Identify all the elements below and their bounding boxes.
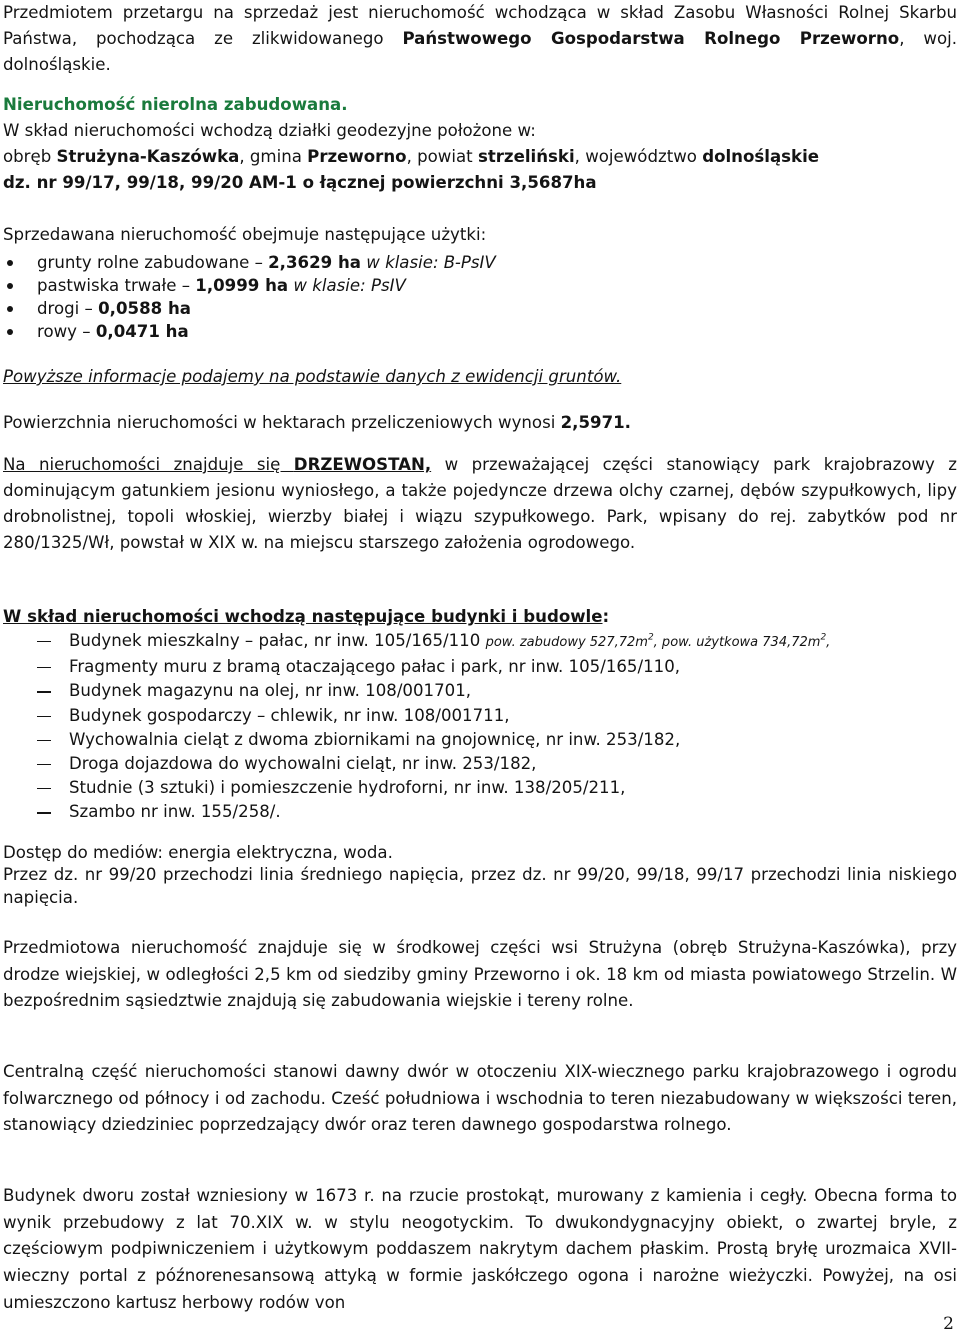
central-part-paragraph: Centralną część nieruchomości stanowi dawny dwór w otoczeniu XIX-wiecznego parku krajobrazowego i ogrodu folwarcznego od północy i od zachodu. Cześć południowa i wschodnia to teren niezabudowany w większości teren, stanowiący dziedziniec poprzedzający dwór oraz teren dawnego gospodarstwa rolnego. — [3, 1062, 957, 1135]
list-item: grunty rolne zabudowane – 2,3629 ha w klasie: B-PsIV — [3, 251, 957, 274]
buildings-heading: W skład nieruchomości wchodzą następujące budynki i budowle: — [3, 607, 610, 626]
media-line: Dostęp do mediów: energia elektryczna, woda. — [3, 843, 393, 862]
list-item: Droga dojazdowa do wychowalni cieląt, nr inw. 253/182, — [3, 752, 957, 776]
section-heading: Nieruchomość nierolna zabudowana. — [3, 95, 348, 114]
conversion-line: Powierzchnia nieruchomości w hektarach przeliczeniowych wynosi 2,5971. — [3, 413, 631, 432]
list-item: Szambo nr inw. 155/258/. — [3, 800, 957, 824]
page-number: 2 — [943, 1314, 954, 1334]
location-line: W skład nieruchomości wchodzą działki geodezyjne położone w: — [3, 121, 536, 140]
intro-paragraph: Przedmiotem przetargu na sprzedaż jest nieruchomość wchodząca w skład Zasobu Własności Rolnej Skarbu Państwa, pochodząca ze zlikwidowanego Państwowego Gospodarstwa Rolnego Przeworno, woj. dolnośląskie. — [3, 3, 957, 74]
uses-intro: Sprzedawana nieruchomość obejmuje następujące użytki: — [3, 225, 487, 244]
list-item: drogi – 0,0588 ha — [3, 297, 957, 320]
list-item: rowy – 0,0471 ha — [3, 320, 957, 343]
power-lines-paragraph: Przez dz. nr 99/20 przechodzi linia średniego napięcia, przez dz. nr 99/20, 99/18, 99/17 przechodzi linia niskiego napięcia. — [3, 865, 957, 907]
buildings-list — [3, 629, 957, 825]
list-item: Fragmenty muru z bramą otaczającego pałac i park, nr inw. 105/165/110, — [3, 655, 957, 679]
farm-name: Państwowego Gospodarstwa Rolnego Przeworno — [402, 29, 900, 48]
source-note: Powyższe informacje podajemy na podstawie danych z ewidencji gruntów. — [3, 367, 622, 386]
list-item: Budynek magazynu na olej, nr inw. 108/001701, — [3, 679, 957, 703]
list-item: Budynek mieszkalny – pałac, nr inw. 105/165/110 pow. zabudowy $527,72m^2$, pow. użytkowa $734,72m^2$, — [3, 629, 957, 655]
manor-paragraph: Budynek dworu został wzniesiony w 1673 r. na rzucie prostokąt, murowany z kamienia i cegły. Obecna forma to wynik przebudowy z lat 70.XIX w. w stylu neogotyckim. To dwukondygnacyjny obiekt, o zwartej bryle, z częściowym podpiwniczeniem i użytkowym poddaszem nakrytym dachem płaskim. Prostą bryłę urozmaica XVII-wieczny portal z późnorenesansową attyką w formie jaskółczego ogona i narożne wieżyczki. Powyżej, na osi umieszczono kartusz herbowy rodów von — [3, 1186, 957, 1312]
list-item: pastwiska trwałe – 1,0999 ha w klasie: PsIV — [3, 274, 957, 297]
location-paragraph: Przedmiotowa nieruchomość znajduje się w środkowej części wsi Strużyna (obręb Strużyna-Kaszówka), przy drodze wiejskiej, w odległości 2,5 km od siedziby gminy Przeworno i ok. 18 km od miasta powiatowego Strzelin. W bezpośrednim sąsiedztwie znajdują się zabudowania wiejskie i tereny rolne. — [3, 938, 957, 1011]
list-item: Budynek gospodarczy – chlewik, nr inw. 108/001711, — [3, 704, 957, 728]
uses-list — [3, 251, 957, 343]
trees-paragraph: Na nieruchomości znajduje się DRZEWOSTAN, w przeważającej części stanowiący park krajobrazowy z dominującym gatunkiem jesionu wyniosłego, a także pojedyncze drzewa olchy czarnej, dębów szypułkowych, lipy drobnolistnej, topoli włoskiej, wierzby białej i wiązu szypułkowego. Park, wpisany do rej. zabytków pod nr 280/1325/Wł, powstał w XIX w. na miejscu starszego założenia ogrodowego. — [3, 455, 957, 552]
list-item: Wychowalnia cieląt z dwoma zbiornikami na gnojownicę, nr inw. 253/182, — [3, 728, 957, 752]
parcels-line: dz. nr 99/17, 99/18, 99/20 AM-1 o łącznej powierzchni 3,5687ha — [3, 173, 597, 192]
list-item: Studnie (3 sztuki) i pomieszczenie hydroforni, nr inw. 138/205/211, — [3, 776, 957, 800]
location-details: obręb Strużyna-Kaszówka, gmina Przeworno, powiat strzeliński, województwo dolnośląskie — [3, 147, 820, 166]
